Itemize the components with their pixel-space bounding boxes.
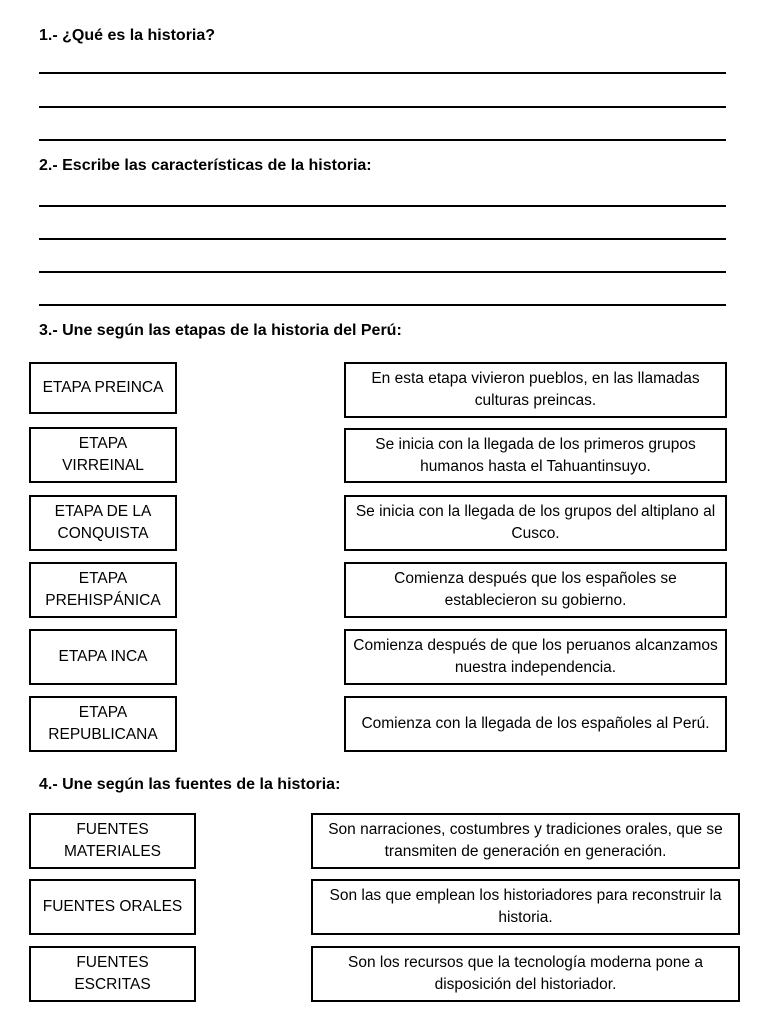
source-box[interactable]: FUENTES MATERIALES xyxy=(29,813,196,869)
stage-box[interactable]: ETAPA PREINCA xyxy=(29,362,177,414)
source-description-box[interactable]: Son los recursos que la tecnología moderna pone a disposición del historiador. xyxy=(311,946,740,1002)
stage-description-box[interactable]: Se inicia con la llegada de los grupos del altiplano al Cusco. xyxy=(344,495,727,551)
stage-box[interactable]: ETAPA PREHISPÁNICA xyxy=(29,562,177,618)
question-2-title: 2.- Escribe las características de la historia: xyxy=(39,157,372,174)
stage-description-box[interactable]: Comienza después de que los peruanos alcanzamos nuestra independencia. xyxy=(344,629,727,685)
stage-box[interactable]: ETAPA REPUBLICANA xyxy=(29,696,177,752)
source-box[interactable]: FUENTES ESCRITAS xyxy=(29,946,196,1002)
stage-description-box[interactable]: Comienza con la llegada de los españoles al Perú. xyxy=(344,696,727,752)
stage-description-box[interactable]: Comienza después que los españoles se establecieron su gobierno. xyxy=(344,562,727,618)
stage-description-box[interactable]: En esta etapa vivieron pueblos, en las llamadas culturas preincas. xyxy=(344,362,727,418)
answer-line[interactable] xyxy=(39,238,726,240)
answer-line[interactable] xyxy=(39,304,726,306)
answer-line[interactable] xyxy=(39,205,726,207)
answer-line[interactable] xyxy=(39,139,726,141)
question-4-title: 4.- Une según las fuentes de la historia: xyxy=(39,776,341,793)
answer-line[interactable] xyxy=(39,271,726,273)
stage-box[interactable]: ETAPA INCA xyxy=(29,629,177,685)
source-box[interactable]: FUENTES ORALES xyxy=(29,879,196,935)
source-description-box[interactable]: Son narraciones, costumbres y tradiciones orales, que se transmiten de generación en generación. xyxy=(311,813,740,869)
source-description-box[interactable]: Son las que emplean los historiadores para reconstruir la historia. xyxy=(311,879,740,935)
stage-box[interactable]: ETAPA DE LA CONQUISTA xyxy=(29,495,177,551)
answer-line[interactable] xyxy=(39,106,726,108)
stage-description-box[interactable]: Se inicia con la llegada de los primeros grupos humanos hasta el Tahuantinsuyo. xyxy=(344,428,727,483)
answer-line[interactable] xyxy=(39,72,726,74)
stage-box[interactable]: ETAPA VIRREINAL xyxy=(29,427,177,483)
question-3-title: 3.- Une según las etapas de la historia del Perú: xyxy=(39,322,402,339)
question-1-title: 1.- ¿Qué es la historia? xyxy=(39,27,216,44)
